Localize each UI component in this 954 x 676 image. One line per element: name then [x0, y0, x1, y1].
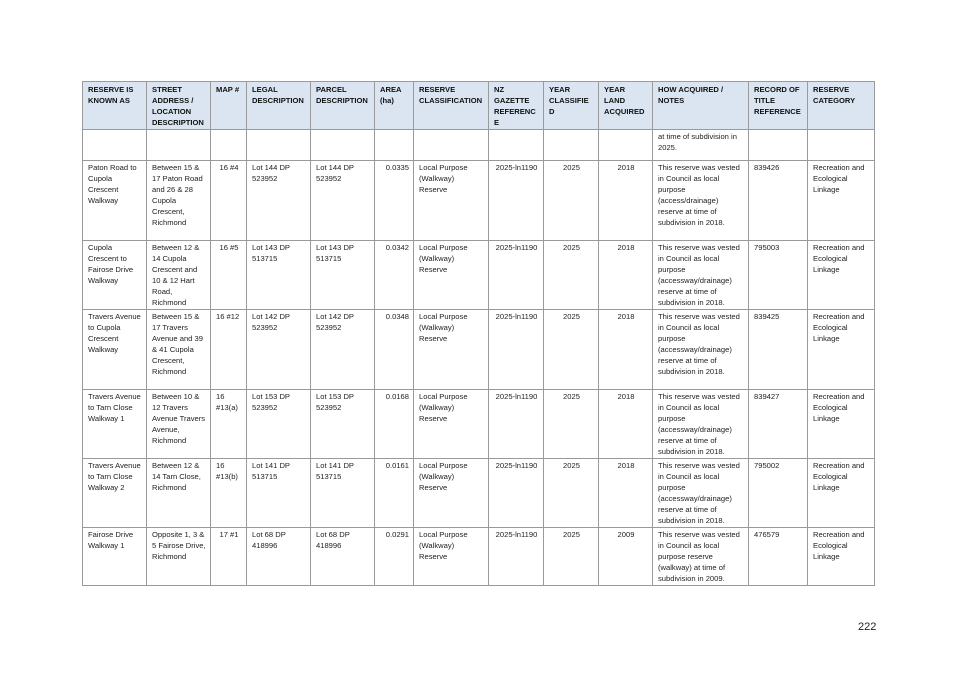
table-header-row [83, 82, 875, 130]
cell-reserve-category: Recreation and Ecological Linkage [808, 241, 875, 310]
cell-legal-description: Lot 141 DP 513715 [247, 459, 311, 528]
cell-reserve-category: Recreation and Ecological Linkage [808, 528, 875, 586]
cell-reserve-category: Recreation and Ecological Linkage [808, 161, 875, 241]
cell-year-classified: 2025 [544, 161, 599, 241]
cell-street-address: Between 12 & 14 Tarn Close, Richmond [147, 459, 211, 528]
cell-year-classified: 2025 [544, 390, 599, 459]
cell-year-classified: 2025 [544, 241, 599, 310]
cell-reserve-classification: Local Purpose (Walkway) Reserve [414, 459, 489, 528]
cell-reserve-name: Cupola Crescent to Fairose Drive Walkway [83, 241, 147, 310]
cell-map: 16 #4 [211, 161, 247, 241]
cell-area: 0.0168 [375, 390, 414, 459]
cell-parcel-description: Lot 143 DP 513715 [311, 241, 375, 310]
cell-legal-description: Lot 143 DP 513715 [247, 241, 311, 310]
cell-gazette-reference: 2025-ln1190 [489, 459, 544, 528]
cell-parcel-description: Lot 141 DP 513715 [311, 459, 375, 528]
cell-year-acquired: 2018 [599, 241, 653, 310]
cell-area: 0.0342 [375, 241, 414, 310]
cell-reserve-classification: Local Purpose (Walkway) Reserve [414, 241, 489, 310]
cell-title-reference: 795003 [749, 241, 808, 310]
cell-year-acquired: 2018 [599, 459, 653, 528]
cell-area: 0.0335 [375, 161, 414, 241]
table-row [83, 310, 875, 390]
table-row [83, 161, 875, 241]
cell-parcel-description: Lot 153 DP 523952 [311, 390, 375, 459]
table-row [83, 528, 875, 586]
cell-reserve-category: Recreation and Ecological Linkage [808, 310, 875, 390]
reserves-table [82, 81, 875, 586]
continuation-row [83, 130, 875, 161]
cell-street-address: Opposite 1, 3 & 5 Fairose Drive, Richmond [147, 528, 211, 586]
cell-parcel-description: Lot 144 DP 523952 [311, 161, 375, 241]
cell-year-classified: 2025 [544, 528, 599, 586]
cell-title-reference: 839427 [749, 390, 808, 459]
cell-legal-description: Lot 153 DP 523952 [247, 390, 311, 459]
cell-reserve-category: Recreation and Ecological Linkage [808, 459, 875, 528]
empty-cell [375, 130, 414, 161]
cell-area: 0.0291 [375, 528, 414, 586]
cell-map: 16 #5 [211, 241, 247, 310]
header-area: AREA (ha) [375, 82, 414, 130]
cell-year-classified: 2025 [544, 459, 599, 528]
cell-map: 17 #1 [211, 528, 247, 586]
header-legal-description: LEGAL DESCRIPTION [247, 82, 311, 130]
empty-cell [749, 130, 808, 161]
cell-reserve-category: Recreation and Ecological Linkage [808, 390, 875, 459]
cell-reserve-name: Travers Avenue to Tarn Close Walkway 2 [83, 459, 147, 528]
header-map: MAP # [211, 82, 247, 130]
cell-street-address: Between 15 & 17 Paton Road and 26 & 28 Cupola Crescent, Richmond [147, 161, 211, 241]
header-reserve-classification: RESERVE CLASSIFICATION [414, 82, 489, 130]
cell-gazette-reference: 2025-ln1190 [489, 241, 544, 310]
cell-area: 0.0348 [375, 310, 414, 390]
cell-legal-description: Lot 142 DP 523952 [247, 310, 311, 390]
cell-reserve-name: Fairose Drive Walkway 1 [83, 528, 147, 586]
cell-reserve-name: Travers Avenue to Cupola Crescent Walkway [83, 310, 147, 390]
header-reserve-name: RESERVE IS KNOWN AS [83, 82, 147, 130]
cell-how-acquired: This reserve was vested in Council as local purpose reserve (walkway) at time of subdivision in 2009. [653, 528, 749, 586]
cell-how-acquired: This reserve was vested in Council as local purpose (accessway/drainage) reserve at time of subdivision in 2018. [653, 390, 749, 459]
cell-reserve-classification: Local Purpose (Walkway) Reserve [414, 528, 489, 586]
cell-reserve-name: Paton Road to Cupola Crescent Walkway [83, 161, 147, 241]
cell-parcel-description: Lot 68 DP 418996 [311, 528, 375, 586]
cell-street-address: Between 15 & 17 Travers Avenue and 39 & 41 Cupola Crescent, Richmond [147, 310, 211, 390]
empty-cell [247, 130, 311, 161]
cell-map: 16 #12 [211, 310, 247, 390]
header-reserve-category: RESERVE CATEGORY [808, 82, 875, 130]
cell-year-acquired: 2018 [599, 310, 653, 390]
cell-parcel-description: Lot 142 DP 523952 [311, 310, 375, 390]
cell-gazette-reference: 2025-ln1190 [489, 310, 544, 390]
cell-map: 16 #13(b) [211, 459, 247, 528]
cell-gazette-reference: 2025-ln1190 [489, 161, 544, 241]
cell-map: 16 #13(a) [211, 390, 247, 459]
cell-title-reference: 476579 [749, 528, 808, 586]
cell-reserve-classification: Local Purpose (Walkway) Reserve [414, 161, 489, 241]
empty-cell [147, 130, 211, 161]
continuation-note: at time of subdivision in 2025. [653, 130, 749, 161]
header-parcel-description: PARCEL DESCRIPTION [311, 82, 375, 130]
cell-gazette-reference: 2025-ln1190 [489, 528, 544, 586]
cell-year-acquired: 2018 [599, 390, 653, 459]
cell-title-reference: 839426 [749, 161, 808, 241]
header-title-reference: RECORD OF TITLE REFERENCE [749, 82, 808, 130]
cell-gazette-reference: 2025-ln1190 [489, 390, 544, 459]
cell-how-acquired: This reserve was vested in Council as local purpose (accessway/drainage) reserve at time of subdivision in 2018. [653, 241, 749, 310]
empty-cell [414, 130, 489, 161]
cell-title-reference: 839425 [749, 310, 808, 390]
table-row [83, 241, 875, 310]
empty-cell [544, 130, 599, 161]
empty-cell [599, 130, 653, 161]
cell-reserve-classification: Local Purpose (Walkway) Reserve [414, 310, 489, 390]
cell-how-acquired: This reserve was vested in Council as local purpose (access/drainage) reserve at time of subdivision in 2018. [653, 161, 749, 241]
cell-how-acquired: This reserve was vested in Council as local purpose (accessway/drainage) reserve at time of subdivision in 2018. [653, 310, 749, 390]
header-street-address: STREET ADDRESS / LOCATION DESCRIPTION [147, 82, 211, 130]
cell-year-classified: 2025 [544, 310, 599, 390]
cell-reserve-name: Travers Avenue to Tarn Close Walkway 1 [83, 390, 147, 459]
cell-how-acquired: This reserve was vested in Council as local purpose (accessway/drainage) reserve at time of subdivision in 2018. [653, 459, 749, 528]
cell-legal-description: Lot 68 DP 418996 [247, 528, 311, 586]
cell-street-address: Between 10 & 12 Travers Avenue Travers Avenue, Richmond [147, 390, 211, 459]
cell-title-reference: 795002 [749, 459, 808, 528]
cell-year-acquired: 2009 [599, 528, 653, 586]
empty-cell [211, 130, 247, 161]
header-how-acquired: HOW ACQUIRED / NOTES [653, 82, 749, 130]
cell-reserve-classification: Local Purpose (Walkway) Reserve [414, 390, 489, 459]
header-year-land-acquired: YEAR LAND ACQUIRED [599, 82, 653, 130]
header-gazette-reference: NZ GAZETTE REFERENCE [489, 82, 544, 130]
table-row [83, 390, 875, 459]
empty-cell [808, 130, 875, 161]
empty-cell [489, 130, 544, 161]
cell-street-address: Between 12 & 14 Cupola Crescent and 10 & 12 Hart Road, Richmond [147, 241, 211, 310]
page-number: 222 [858, 621, 877, 633]
empty-cell [83, 130, 147, 161]
table-row [83, 459, 875, 528]
cell-year-acquired: 2018 [599, 161, 653, 241]
empty-cell [311, 130, 375, 161]
cell-area: 0.0161 [375, 459, 414, 528]
cell-legal-description: Lot 144 DP 523952 [247, 161, 311, 241]
header-year-classified: YEAR CLASSIFIED [544, 82, 599, 130]
